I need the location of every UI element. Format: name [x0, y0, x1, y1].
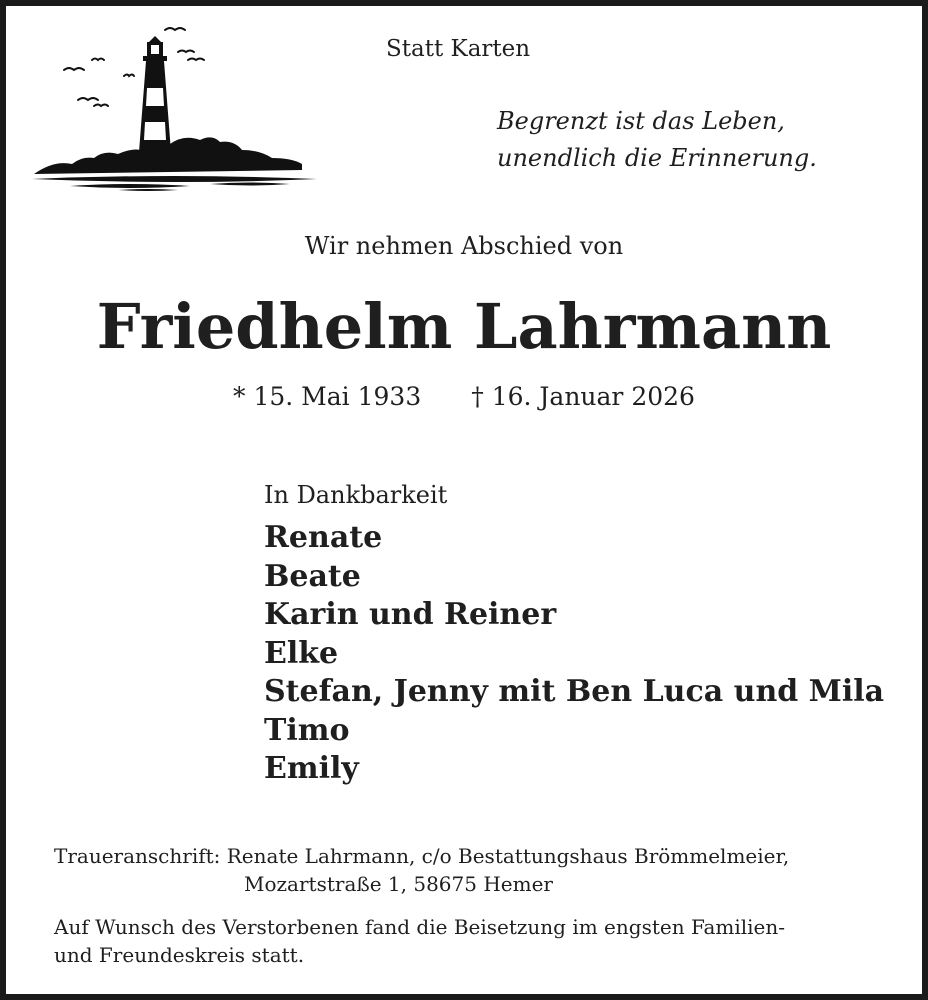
deceased-name: Friedhelm Lahrmann — [96, 290, 832, 363]
motto-quote — [497, 103, 817, 177]
mourner-name: Emily — [264, 751, 359, 786]
mourner-list — [264, 519, 884, 789]
statt-karten: Statt Karten — [386, 36, 531, 62]
motto-line-1: Begrenzt ist das Leben, — [497, 107, 785, 135]
mourner-name: Stefan, Jenny mit Ben Luca und Mila — [264, 674, 885, 709]
mourner-name: Elke — [264, 635, 339, 671]
motto-line-2: unendlich die Erinnerung. — [497, 144, 817, 172]
burial-note — [54, 913, 785, 969]
address-line-1: Traueranschrift: Renate Lahrmann, c/o Bestattungshaus Brömmelmeier, — [54, 844, 790, 868]
mourner-name: Timo — [264, 712, 350, 748]
gratitude-intro: In Dankbarkeit — [264, 481, 448, 509]
farewell-intro: Wir nehmen Abschied von — [304, 232, 624, 260]
mourner-name: Karin und Reiner — [264, 597, 557, 632]
birth-date: * 15. Mai 1933 — [233, 382, 422, 411]
note-line-2: und Freundeskreis statt. — [54, 943, 305, 967]
life-dates — [0, 382, 928, 411]
note-line-1: Auf Wunsch des Verstorbenen fand die Beisetzung im engsten Familien- — [54, 915, 786, 939]
mourning-address — [54, 842, 789, 898]
lighthouse-icon — [30, 24, 325, 196]
death-date: † 16. Januar 2026 — [471, 382, 695, 411]
mourner-name: Beate — [264, 558, 361, 594]
mourner-name: Renate — [264, 520, 383, 555]
address-line-2: Mozartstraße 1, 58675 Hemer — [244, 872, 553, 896]
